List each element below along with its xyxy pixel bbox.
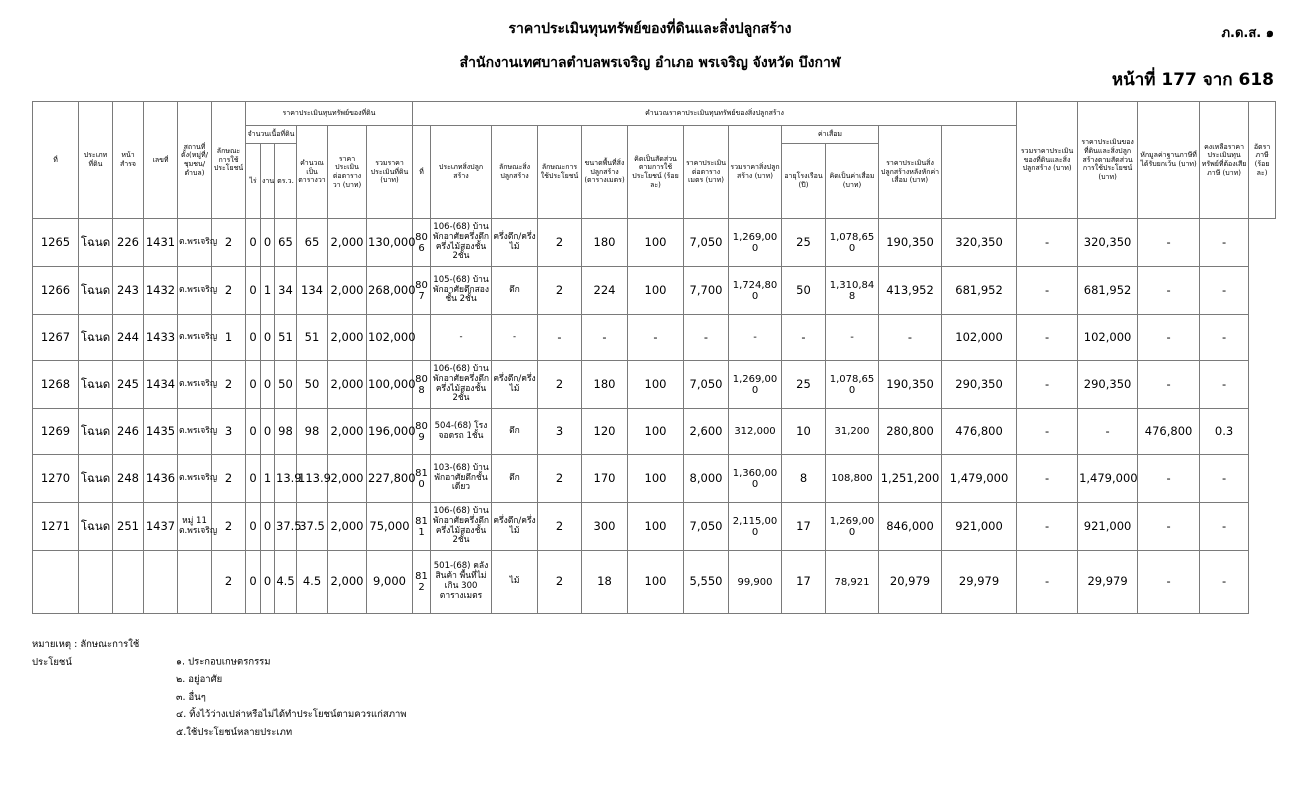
- cell-age: -: [782, 315, 826, 361]
- cell-b-no: 806: [413, 219, 431, 267]
- cell-dep-value: 1,269,000: [826, 503, 879, 551]
- cell-wa: 50: [275, 361, 297, 409]
- cell-b-no: 810: [413, 455, 431, 503]
- cell-b-no: 811: [413, 503, 431, 551]
- cell-exemption: 102,000: [1078, 315, 1138, 361]
- cell-age: 25: [782, 219, 826, 267]
- cell-b-usage: 3: [538, 409, 582, 455]
- cell-dep-value: 1,078,650: [826, 219, 879, 267]
- cell-usage: 2: [212, 219, 246, 267]
- cell-ngan: 1: [261, 455, 275, 503]
- cell-land-type: โฉนด: [79, 409, 113, 455]
- cell-usage: 3: [212, 409, 246, 455]
- cell-b-total: 312,000: [729, 409, 782, 455]
- header-number: เลขที่: [144, 102, 178, 219]
- cell-wa: 98: [275, 409, 297, 455]
- cell-b-usage: 2: [538, 361, 582, 409]
- cell-rai: 0: [246, 361, 261, 409]
- header-building-kind: ลักษณะสิ่งปลูกสร้าง: [492, 126, 538, 219]
- cell-proportional: -: [1017, 267, 1078, 315]
- cell-after-dep: -: [879, 315, 942, 361]
- cell-ngan: 0: [261, 219, 275, 267]
- cell-after-dep: 190,350: [879, 361, 942, 409]
- cell-total-land: 9,000: [367, 551, 413, 614]
- document-subtitle: สำนักงานเทศบาลตำบลพรเจริญ อำเภอ พรเจริญ จังหวัด บึงกาฬ: [459, 55, 841, 71]
- cell-b-area: 120: [582, 409, 628, 455]
- cell-b-type: -: [431, 315, 492, 361]
- cell-ngan: 0: [261, 503, 275, 551]
- cell-b-total: 1,724,800: [729, 267, 782, 315]
- cell-ngan: 0: [261, 315, 275, 361]
- cell-total-land: 100,000: [367, 361, 413, 409]
- cell-dep-value: 78,921: [826, 551, 879, 614]
- cell-wa: 13.9: [275, 455, 297, 503]
- cell-remaining: -: [1138, 551, 1200, 614]
- cell-usage: 2: [212, 503, 246, 551]
- cell-rai: 0: [246, 219, 261, 267]
- cell-b-price-sqm: 8,000: [684, 455, 729, 503]
- cell-page: 244: [113, 315, 144, 361]
- cell-b-area: 180: [582, 219, 628, 267]
- cell-b-percent: -: [628, 315, 684, 361]
- header-after-depreciation: ราคาประเมินสิ่งปลูกสร้างหลังหักค่าเสื่อม (บาท): [879, 126, 942, 219]
- cell-b-total: 1,269,000: [729, 219, 782, 267]
- cell-exemption: 320,350: [1078, 219, 1138, 267]
- header-building-group: คำนวณราคาประเมินทุนทรัพย์ของสิ่งปลูกสร้าง: [413, 102, 1017, 126]
- cell-number: 1437: [144, 503, 178, 551]
- cell-after-dep: 846,000: [879, 503, 942, 551]
- remark-item: ๔. ทิ้งไว้ว่างเปล่าหรือไม่ได้ทำประโยชน์ตามควรแก่สภาพ: [176, 709, 407, 720]
- document-title: ราคาประเมินทุนทรัพย์ของที่ดินและสิ่งปลูกสร้าง: [508, 21, 792, 37]
- header-tax-rate: อัตราภาษี (ร้อยละ): [1249, 102, 1276, 219]
- cell-b-area: 170: [582, 455, 628, 503]
- cell-usage: 1: [212, 315, 246, 361]
- cell-total-land: 196,000: [367, 409, 413, 455]
- cell-dep-value: 31,200: [826, 409, 879, 455]
- cell-calc-wa: 65: [297, 219, 328, 267]
- cell-age: 10: [782, 409, 826, 455]
- cell-dep-value: -: [826, 315, 879, 361]
- cell-page: 251: [113, 503, 144, 551]
- cell-exemption: 290,350: [1078, 361, 1138, 409]
- remarks-label: หมายเหตุ : ลักษณะการใช้ประโยชน์: [32, 639, 140, 668]
- cell-b-total: -: [729, 315, 782, 361]
- cell-tax-rate: -: [1200, 219, 1249, 267]
- cell-wa: 65: [275, 219, 297, 267]
- header-remaining: คงเหลือราคาประเมินทุนทรัพย์ที่ต้องเสียภาษี (บาท): [1200, 102, 1249, 219]
- assessment-table: [32, 101, 1276, 614]
- header-building-area: ขนาดพื้นที่สิ่งปลูกสร้าง (ตารางเมตร): [582, 126, 628, 219]
- cell-ngan: 1: [261, 267, 275, 315]
- cell-b-percent: 100: [628, 455, 684, 503]
- cell-ngan: 0: [261, 409, 275, 455]
- cell-price-per-wa: 2,000: [328, 315, 367, 361]
- cell-after-dep: 190,350: [879, 219, 942, 267]
- cell-b-no: 812: [413, 551, 431, 614]
- cell-remaining: -: [1138, 503, 1200, 551]
- cell-calc-wa: 4.5: [297, 551, 328, 614]
- cell-b-total: 1,269,000: [729, 361, 782, 409]
- cell-page: 245: [113, 361, 144, 409]
- cell-price-per-wa: 2,000: [328, 551, 367, 614]
- cell-land-type: [79, 551, 113, 614]
- cell-b-kind: ตึก: [492, 409, 538, 455]
- header-usage: ลักษณะการใช้ประโยชน์: [212, 102, 246, 219]
- cell-tax-rate: -: [1200, 503, 1249, 551]
- cell-location: ต.พรเจริญ: [178, 409, 212, 455]
- cell-proportional: -: [1017, 503, 1078, 551]
- cell-rai: 0: [246, 267, 261, 315]
- cell-land-type: โฉนด: [79, 267, 113, 315]
- header-land-group: ราคาประเมินทุนทรัพย์ของที่ดิน: [246, 102, 413, 126]
- cell-total-land: 102,000: [367, 315, 413, 361]
- cell-no: 1270: [33, 455, 79, 503]
- cell-calc-wa: 113.9: [297, 455, 328, 503]
- cell-b-price-sqm: 7,050: [684, 361, 729, 409]
- cell-b-type: 501-(68) คลังสินค้า พื้นที่ไม่เกิน 300 ตารางเมตร: [431, 551, 492, 614]
- cell-remaining: 476,800: [1138, 409, 1200, 455]
- cell-ngan: 0: [261, 361, 275, 409]
- cell-remaining: -: [1138, 315, 1200, 361]
- cell-grand-total: 320,350: [942, 219, 1017, 267]
- cell-grand-total: 1,479,000: [942, 455, 1017, 503]
- cell-tax-rate: -: [1200, 315, 1249, 361]
- cell-wa: 37.5: [275, 503, 297, 551]
- cell-no: 1267: [33, 315, 79, 361]
- cell-rai: 0: [246, 409, 261, 455]
- cell-b-area: 180: [582, 361, 628, 409]
- header-page: หน้าสำรจ: [113, 102, 144, 219]
- cell-tax-rate: -: [1200, 455, 1249, 503]
- cell-proportional: -: [1017, 219, 1078, 267]
- cell-b-percent: 100: [628, 219, 684, 267]
- header-no: ที่: [33, 102, 79, 219]
- cell-calc-wa: 134: [297, 267, 328, 315]
- cell-no: 1266: [33, 267, 79, 315]
- cell-age: 17: [782, 503, 826, 551]
- cell-no: 1268: [33, 361, 79, 409]
- cell-dep-value: 1,310,848: [826, 267, 879, 315]
- cell-b-percent: 100: [628, 361, 684, 409]
- cell-number: 1434: [144, 361, 178, 409]
- cell-b-price-sqm: 7,050: [684, 503, 729, 551]
- cell-b-kind: ครึ่งตึก/ครึ่งไม้: [492, 503, 538, 551]
- cell-page: 248: [113, 455, 144, 503]
- cell-price-per-wa: 2,000: [328, 219, 367, 267]
- cell-proportional: -: [1017, 409, 1078, 455]
- header-total-land: รวมราคาประเมินที่ดิน (บาท): [367, 126, 413, 219]
- cell-remaining: -: [1138, 361, 1200, 409]
- cell-page: 246: [113, 409, 144, 455]
- cell-b-total: 1,360,000: [729, 455, 782, 503]
- cell-b-type: 106-(68) บ้านพักอาศัยครึ่งตึกครึ่งไม้สองชั้น 2ชั้น: [431, 361, 492, 409]
- cell-age: 8: [782, 455, 826, 503]
- cell-b-price-sqm: 7,700: [684, 267, 729, 315]
- remark-item: ๑. ประกอบเกษตรกรรม: [176, 656, 271, 668]
- cell-price-per-wa: 2,000: [328, 409, 367, 455]
- cell-after-dep: 280,800: [879, 409, 942, 455]
- cell-b-type: 103-(68) บ้านพักอาศัยตึกชั้นเดียว: [431, 455, 492, 503]
- header-calc-wa: คำนวณเป็นตารางวา: [297, 126, 328, 219]
- cell-number: 1435: [144, 409, 178, 455]
- cell-b-usage: -: [538, 315, 582, 361]
- cell-b-total: 99,900: [729, 551, 782, 614]
- cell-land-type: โฉนด: [79, 455, 113, 503]
- cell-grand-total: 921,000: [942, 503, 1017, 551]
- header-wa: ตร.ว.: [275, 144, 297, 219]
- cell-b-kind: ครึ่งตึก/ครึ่งไม้: [492, 361, 538, 409]
- header-proportional: ราคาประเมินของที่ดินและสิ่งปลูกสร้างตามสัดส่วนการใช้ประโยชน์ (บาท): [1078, 102, 1138, 219]
- cell-total-land: 130,000: [367, 219, 413, 267]
- cell-tax-rate: 0.3: [1200, 409, 1249, 455]
- cell-no: 1265: [33, 219, 79, 267]
- cell-b-no: 807: [413, 267, 431, 315]
- cell-after-dep: 413,952: [879, 267, 942, 315]
- cell-age: 17: [782, 551, 826, 614]
- cell-b-type: 504-(68) โรงจอดรถ 1ชั้น: [431, 409, 492, 455]
- cell-wa: 34: [275, 267, 297, 315]
- cell-no: 1269: [33, 409, 79, 455]
- page-info: หน้าที่ 177 จาก 618: [1111, 70, 1274, 90]
- cell-b-price-sqm: 5,550: [684, 551, 729, 614]
- cell-grand-total: 29,979: [942, 551, 1017, 614]
- header-building-type: ประเภทสิ่งปลูกสร้าง: [431, 126, 492, 219]
- cell-exemption: -: [1078, 409, 1138, 455]
- cell-price-per-wa: 2,000: [328, 267, 367, 315]
- cell-proportional: -: [1017, 551, 1078, 614]
- cell-age: 50: [782, 267, 826, 315]
- cell-usage: 2: [212, 455, 246, 503]
- cell-usage: 2: [212, 361, 246, 409]
- cell-wa: 51: [275, 315, 297, 361]
- cell-tax-rate: -: [1200, 267, 1249, 315]
- remark-item: ๕.ใช้ประโยชน์หลายประเภท: [176, 726, 293, 738]
- cell-tax-rate: -: [1200, 551, 1249, 614]
- header-depreciation-group: ค่าเสื่อม: [782, 126, 879, 144]
- cell-land-type: โฉนด: [79, 315, 113, 361]
- cell-grand-total: 681,952: [942, 267, 1017, 315]
- cell-b-usage: 2: [538, 551, 582, 614]
- cell-price-per-wa: 2,000: [328, 455, 367, 503]
- cell-b-area: -: [582, 315, 628, 361]
- cell-price-per-wa: 2,000: [328, 503, 367, 551]
- cell-calc-wa: 51: [297, 315, 328, 361]
- cell-page: [113, 551, 144, 614]
- cell-after-dep: 1,251,200: [879, 455, 942, 503]
- cell-b-type: 106-(68) บ้านพักอาศัยครึ่งตึกครึ่งไม้สองชั้น 2ชั้น: [431, 503, 492, 551]
- cell-total-land: 227,800: [367, 455, 413, 503]
- cell-calc-wa: 98: [297, 409, 328, 455]
- cell-calc-wa: 50: [297, 361, 328, 409]
- cell-b-percent: 100: [628, 267, 684, 315]
- cell-b-area: 18: [582, 551, 628, 614]
- cell-usage: 2: [212, 267, 246, 315]
- header-price-per-wa: ราคาประเมินต่อตารางวา (บาท): [328, 126, 367, 219]
- header-area-group: จำนวนเนื้อที่ดิน: [246, 126, 297, 144]
- header-age: อายุโรงเรือน (ปี): [782, 144, 826, 219]
- cell-b-usage: 2: [538, 503, 582, 551]
- header-land-type: ประเภทที่ดิน: [79, 102, 113, 219]
- cell-remaining: -: [1138, 219, 1200, 267]
- cell-exemption: 1,479,000: [1078, 455, 1138, 503]
- cell-proportional: -: [1017, 361, 1078, 409]
- cell-no: 1271: [33, 503, 79, 551]
- remark-item: ๒. อยู่อาศัย: [176, 674, 223, 685]
- cell-b-total: 2,115,000: [729, 503, 782, 551]
- header-building-percent: คิดเป็นสัดส่วนตามการใช้ประโยชน์ (ร้อยละ): [628, 126, 684, 219]
- cell-exemption: 29,979: [1078, 551, 1138, 614]
- cell-after-dep: 20,979: [879, 551, 942, 614]
- cell-rai: 0: [246, 315, 261, 361]
- cell-b-percent: 100: [628, 551, 684, 614]
- cell-page: 226: [113, 219, 144, 267]
- cell-remaining: -: [1138, 455, 1200, 503]
- cell-b-price-sqm: 2,600: [684, 409, 729, 455]
- table-row: [33, 551, 1276, 614]
- cell-b-kind: ครึ่งตึก/ครึ่งไม้: [492, 219, 538, 267]
- table-row: [33, 219, 1276, 267]
- header-depreciation-value: คิดเป็นค่าเสื่อม (บาท): [826, 144, 879, 219]
- cell-b-usage: 2: [538, 455, 582, 503]
- cell-b-percent: 100: [628, 503, 684, 551]
- header-ngan: งาน: [261, 144, 275, 219]
- cell-exemption: 681,952: [1078, 267, 1138, 315]
- cell-dep-value: 108,800: [826, 455, 879, 503]
- cell-location: ต.พรเจริญ: [178, 361, 212, 409]
- cell-ngan: 0: [261, 551, 275, 614]
- cell-land-type: โฉนด: [79, 503, 113, 551]
- cell-proportional: -: [1017, 455, 1078, 503]
- header-building-total: รวมราคาสิ่งปลูกสร้าง (บาท): [729, 126, 782, 219]
- table-row: [33, 503, 1276, 551]
- cell-b-kind: -: [492, 315, 538, 361]
- header-exemption: หักมูลค่าฐานภาษีที่ได้รับยกเว้น (บาท): [1138, 102, 1200, 219]
- table-row: [33, 455, 1276, 503]
- cell-grand-total: 102,000: [942, 315, 1017, 361]
- cell-age: 25: [782, 361, 826, 409]
- cell-remaining: -: [1138, 267, 1200, 315]
- cell-number: 1432: [144, 267, 178, 315]
- header-building-no: ที่: [413, 126, 431, 219]
- cell-grand-total: 290,350: [942, 361, 1017, 409]
- cell-b-usage: 2: [538, 267, 582, 315]
- cell-location: หมู่ 11 ต.พรเจริญ: [178, 503, 212, 551]
- header-building-usage: ลักษณะการใช้ประโยชน์: [538, 126, 582, 219]
- remark-item: ๓. อื่นๆ: [176, 691, 206, 703]
- cell-calc-wa: 37.5: [297, 503, 328, 551]
- table-row: [33, 267, 1276, 315]
- cell-land-type: โฉนด: [79, 361, 113, 409]
- cell-tax-rate: -: [1200, 361, 1249, 409]
- cell-total-land: 75,000: [367, 503, 413, 551]
- cell-b-kind: ตึก: [492, 267, 538, 315]
- cell-number: [144, 551, 178, 614]
- header-grand-total: รวมราคาประเมินของที่ดินและสิ่งปลูกสร้าง (บาท): [1017, 102, 1078, 219]
- cell-number: 1433: [144, 315, 178, 361]
- cell-number: 1431: [144, 219, 178, 267]
- cell-land-type: โฉนด: [79, 219, 113, 267]
- cell-b-type: 106-(68) บ้านพักอาศัยครึ่งตึกครึ่งไม้สองชั้น 2ชั้น: [431, 219, 492, 267]
- header-rai: ไร่: [246, 144, 261, 219]
- table-row: [33, 361, 1276, 409]
- cell-b-no: 809: [413, 409, 431, 455]
- cell-b-usage: 2: [538, 219, 582, 267]
- table-row: [33, 315, 1276, 361]
- cell-b-type: 105-(68) บ้านพักอาศัยตึกสองชั้น 2ชั้น: [431, 267, 492, 315]
- cell-b-percent: 100: [628, 409, 684, 455]
- table-row: [33, 409, 1276, 455]
- cell-b-price-sqm: -: [684, 315, 729, 361]
- cell-proportional: -: [1017, 315, 1078, 361]
- cell-rai: 0: [246, 551, 261, 614]
- cell-b-price-sqm: 7,050: [684, 219, 729, 267]
- form-code: ภ.ด.ส. ๑: [1221, 26, 1274, 41]
- cell-location: [178, 551, 212, 614]
- table-body: [33, 219, 1276, 614]
- cell-price-per-wa: 2,000: [328, 361, 367, 409]
- cell-location: ต.พรเจริญ: [178, 219, 212, 267]
- cell-location: ต.พรเจริญ: [178, 267, 212, 315]
- cell-location: ต.พรเจริญ: [178, 315, 212, 361]
- cell-total-land: 268,000: [367, 267, 413, 315]
- cell-exemption: 921,000: [1078, 503, 1138, 551]
- cell-dep-value: 1,078,650: [826, 361, 879, 409]
- header-location: สถานที่ตั้ง(หมู่ที่/ชุมชน/ตำบล): [178, 102, 212, 219]
- cell-number: 1436: [144, 455, 178, 503]
- remarks: [32, 636, 407, 741]
- cell-b-kind: ไม้: [492, 551, 538, 614]
- cell-b-no: 808: [413, 361, 431, 409]
- header-building-price-sqm: ราคาประเมินต่อตารางเมตร (บาท): [684, 126, 729, 219]
- cell-no: [33, 551, 79, 614]
- cell-page: 243: [113, 267, 144, 315]
- cell-b-area: 224: [582, 267, 628, 315]
- cell-usage: 2: [212, 551, 246, 614]
- cell-grand-total: 476,800: [942, 409, 1017, 455]
- cell-rai: 0: [246, 503, 261, 551]
- cell-b-kind: ตึก: [492, 455, 538, 503]
- cell-b-area: 300: [582, 503, 628, 551]
- cell-wa: 4.5: [275, 551, 297, 614]
- cell-rai: 0: [246, 455, 261, 503]
- cell-location: ต.พรเจริญ: [178, 455, 212, 503]
